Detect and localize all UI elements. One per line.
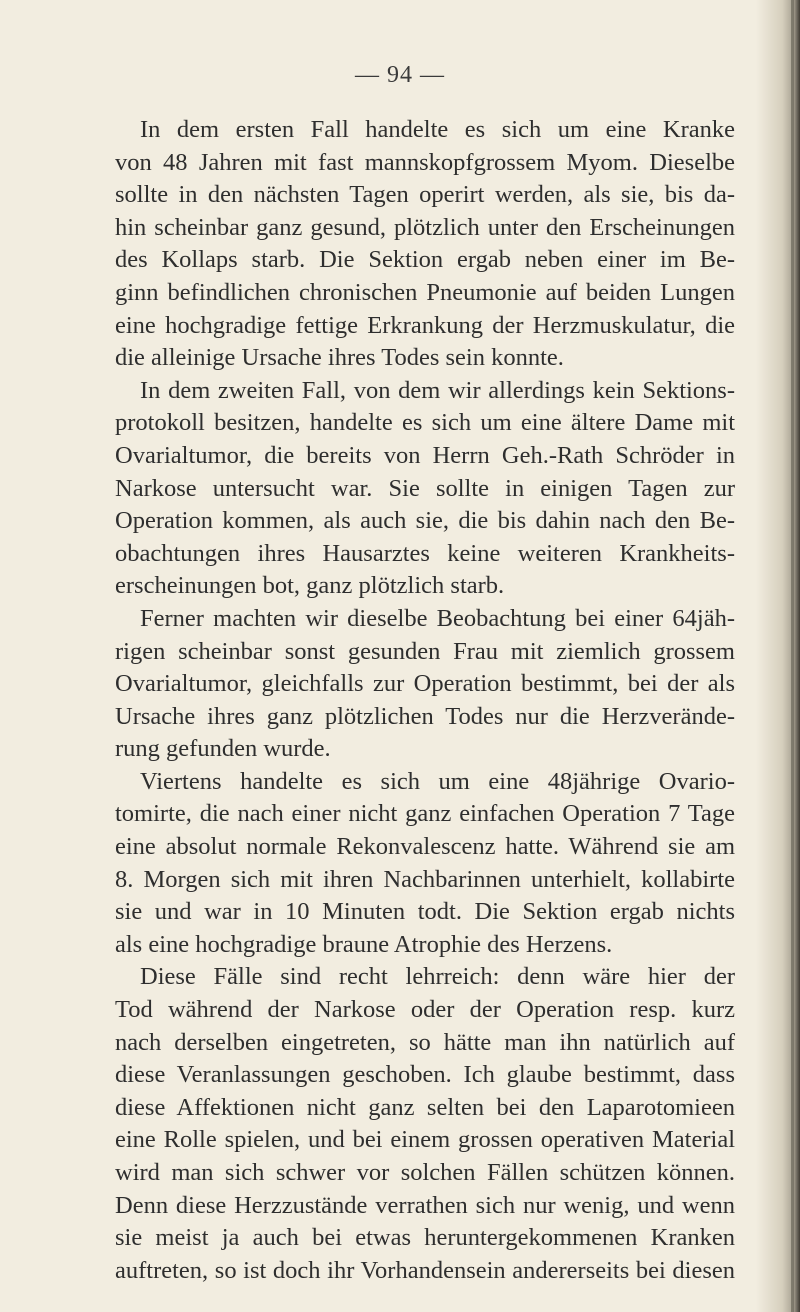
text-line: nach derselben eingetreten, so hätte man ihn natürlich auf — [115, 1028, 735, 1056]
text-line: Ovarialtumor, gleichfalls zur Operation bestimmt, bei der als — [115, 670, 735, 698]
text-line: Tod während der Narkose oder der Operation resp. kurz — [115, 996, 735, 1024]
text-line: Viertens handelte es sich um eine 48jährige Ovario- — [140, 767, 735, 795]
text-line: die alleinige Ursache ihres Todes sein konnte. — [115, 344, 564, 372]
text-line: In dem ersten Fall handelte es sich um eine Kranke — [140, 116, 735, 143]
text-line: In dem zweiten Fall, von dem wir allerdings kein Sektions- — [140, 376, 735, 404]
text-line: 8. Morgen sich mit ihren Nachbarinnen unterhielt, kollabirte — [115, 865, 735, 893]
text-line: als eine hochgradige braune Atrophie des Herzens. — [115, 930, 613, 958]
body-text — [115, 114, 735, 1287]
text-line: diese Veranlassungen geschoben. Ich glaube bestimmt, dass — [115, 1061, 735, 1089]
text-line: tomirte, die nach einer nicht ganz einfachen Operation 7 Tage — [115, 800, 735, 828]
text-line: obachtungen ihres Hausarztes keine weiteren Krankheits- — [115, 539, 735, 567]
text-line: rung gefunden wurde. — [115, 735, 331, 763]
text-line: Ovarialtumor, die bereits von Herrn Geh.-Rath Schröder in — [115, 441, 735, 469]
text-line: wird man sich schwer vor solchen Fällen schützen können. — [115, 1159, 735, 1186]
text-line: auftreten, so ist doch ihr Vorhandensein andererseits bei diesen — [115, 1256, 735, 1284]
text-line: Ferner machten wir dieselbe Beobachtung bei einer 64jäh- — [140, 604, 735, 632]
text-line: Narkose untersucht war. Sie sollte in einigen Tagen zur — [115, 474, 735, 502]
text-line: eine absolut normale Rekonvalescenz hatte. Während sie am — [115, 833, 735, 861]
text-line: Denn diese Herzzustände verrathen sich nur wenig, und wenn — [115, 1191, 735, 1219]
text-line: eine hochgradige fettige Erkrankung der Herzmuskulatur, die — [115, 311, 735, 339]
text-line: rigen scheinbar sonst gesunden Frau mit ziemlich grossem — [115, 637, 735, 665]
text-line: Diese Fälle sind recht lehrreich: denn wäre hier der — [140, 963, 735, 991]
text-line: des Kollaps starb. Die Sektion ergab neben einer im Be- — [115, 246, 735, 274]
text-line: hin scheinbar ganz gesund, plötzlich unter den Erscheinungen — [115, 213, 735, 241]
text-line: sie meist ja auch bei etwas heruntergekommenen Kranken — [115, 1224, 735, 1252]
text-line: protokoll besitzen, handelte es sich um eine ältere Dame mit — [115, 409, 735, 437]
page-number: — 94 — — [355, 62, 445, 88]
text-line: ginn befindlichen chronischen Pneumonie auf beiden Lungen — [115, 278, 735, 306]
text-line: Ursache ihres ganz plötzlichen Todes nur die Herzverände- — [115, 702, 735, 730]
text-line: sollte in den nächsten Tagen operirt werden, als sie, bis da- — [115, 181, 735, 209]
text-line: eine Rolle spielen, und bei einem grossen operativen Material — [115, 1126, 735, 1154]
text-line: diese Affektionen nicht ganz selten bei den Laparotomieen — [115, 1093, 735, 1121]
text-line: sie und war in 10 Minuten todt. Die Sektion ergab nichts — [115, 898, 735, 926]
text-line: von 48 Jahren mit fast mannskopfgrossem Myom. Dieselbe — [115, 148, 735, 176]
page-edge-line — [791, 0, 794, 1312]
text-line: erscheinungen bot, ganz plötzlich starb. — [115, 572, 505, 600]
text-line: Operation kommen, als auch sie, die bis dahin nach den Be- — [115, 507, 735, 535]
